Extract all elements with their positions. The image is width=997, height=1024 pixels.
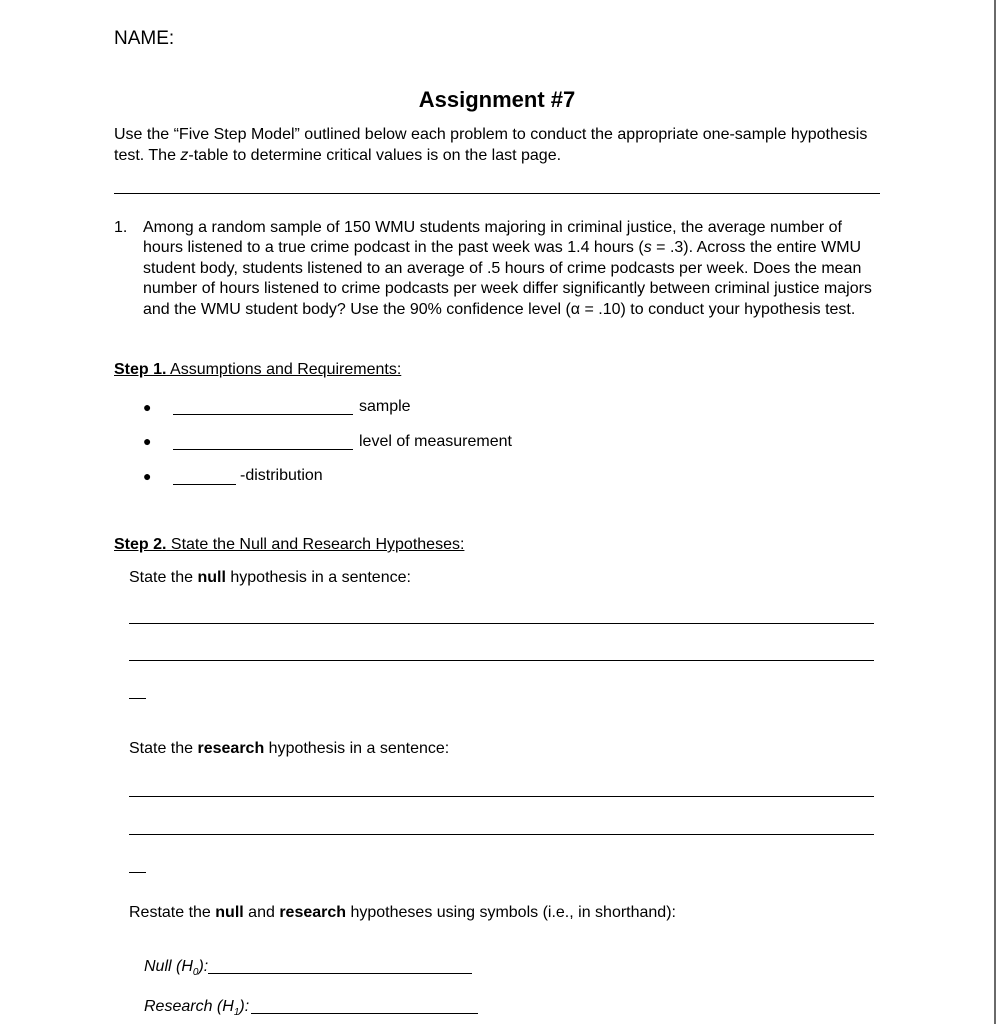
null-symbol-label: Null $(H_0)$: [144,958,209,979]
name-label: NAME: [114,28,175,49]
bullet-1: ● [143,399,152,415]
page-edge [994,0,996,1024]
level-of-measurement-label: level of measurement [359,433,512,450]
research-answer-line-1[interactable] [129,796,874,797]
null-answer-line-3[interactable] [129,698,146,699]
sample-label: sample [359,398,411,415]
null-prompt: State the null hypothesis in a sentence: [129,569,411,586]
question-number: 1. [114,219,128,236]
research-symbol-blank[interactable] [251,1013,478,1014]
assignment-title: Assignment #7 [418,87,576,112]
bullet-2: ● [143,433,152,449]
blank-distribution[interactable] [173,484,236,485]
bullet-3: ● [143,468,152,484]
restate-prompt: Restate the null and research hypotheses using symbols (i.e., in shorthand): [129,904,676,921]
blank-level-of-measurement[interactable] [173,449,353,450]
null-symbol-blank[interactable] [208,973,472,974]
distribution-label: -distribution [240,467,323,484]
step2-heading: Step 2. State the Null and Research Hypotheses: [114,536,465,553]
research-answer-line-2[interactable] [129,834,874,835]
research-prompt: State the research hypothesis in a sentence: [129,740,450,757]
question-text: Among a random sample of 150 WMU students majoring in criminal justice, the average number of hours listened to a true crime podcast in the past week was 1.4 hours (s = .3). Across the entire WMU student body, students listened to an average of .5 hours of crime podcasts per week. Does the mean number of hours listened to crime podcasts per week differ significantly between criminal justice majors and the WMU student body? Use the 90% confidence level (α = .10) to conduct your hypothesis test. [143,219,872,318]
blank-sample[interactable] [173,414,353,415]
step1-heading: Step 1. Assumptions and Requirements: [114,361,402,378]
research-symbol-label: Research $(H_1)$: [144,998,250,1019]
section-divider [114,193,880,194]
instructions: Use the “Five Step Model” outlined below each problem to conduct the appropriate one-sample hypothesis test. The z-table to determine critical values is on the last page. [114,126,868,164]
research-answer-line-3[interactable] [129,872,146,873]
null-answer-line-1[interactable] [129,623,874,624]
null-answer-line-2[interactable] [129,660,874,661]
